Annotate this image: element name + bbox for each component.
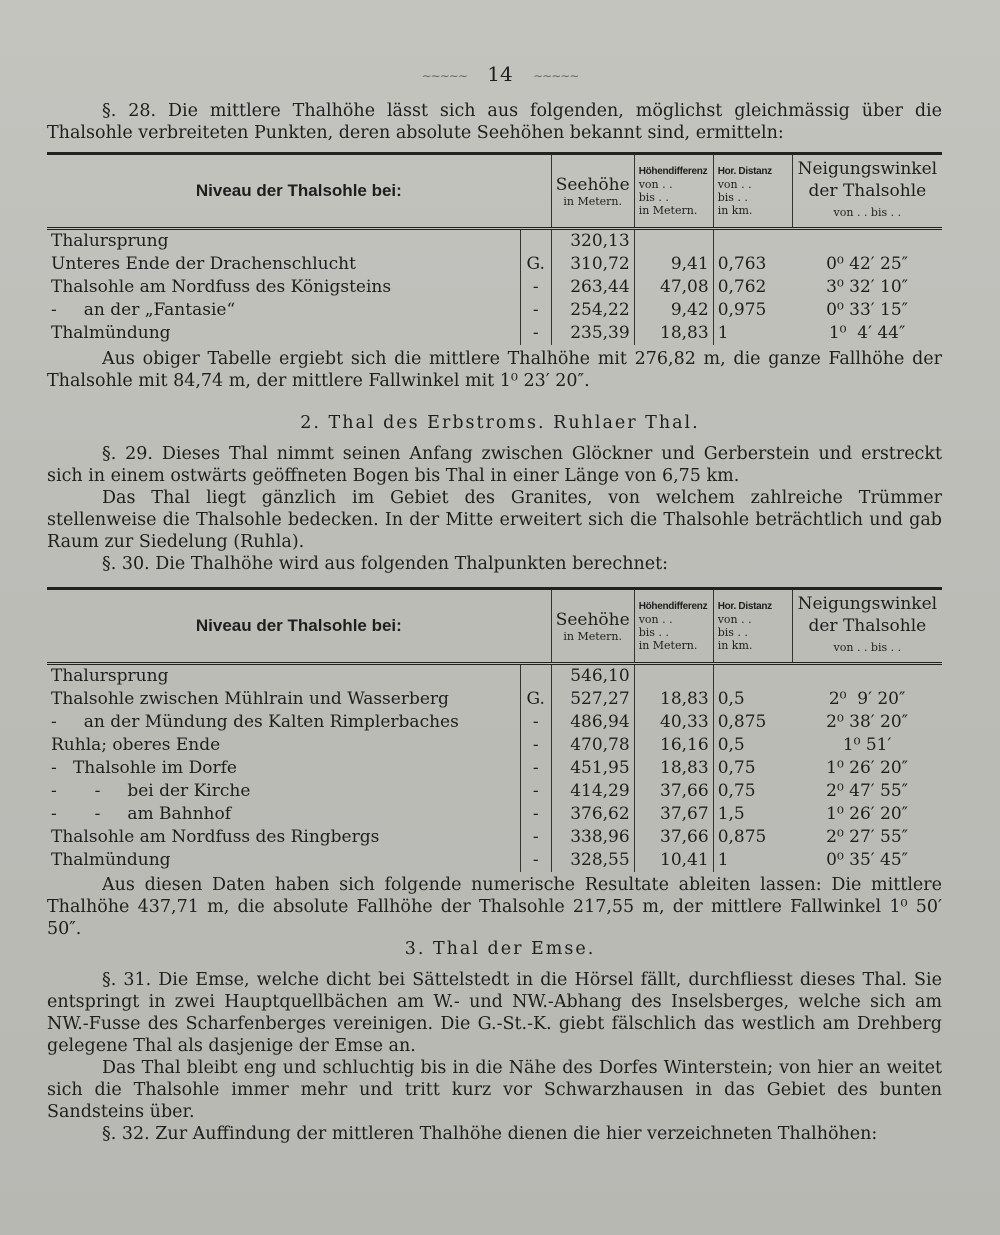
header-neigung (792, 589, 942, 664)
header-hordist-unit: in km. (717, 639, 753, 652)
row-source: - (520, 803, 551, 826)
row-seehoehe: 310,72 (551, 253, 634, 276)
row-dist: 0,762 (713, 276, 792, 299)
row-dist: 0,75 (713, 780, 792, 803)
row-angle: 2⁰ 9′ 20″ (828, 689, 906, 709)
header-neigung-line2: der Thalsohle (808, 616, 927, 636)
header-seehoehe-unit: in Metern. (563, 194, 623, 208)
row-diff: 18,83 (634, 322, 713, 345)
table-row (47, 711, 942, 734)
row-seehoehe: 263,44 (551, 276, 634, 299)
row-diff: 9,41 (634, 253, 713, 276)
header-neigung-line2: der Thalsohle (808, 181, 927, 201)
row-angle: 1⁰ 4′ 44″ (828, 323, 906, 343)
section-heading-3 (0, 939, 1000, 959)
row-name: Thalsohle zwischen Mühlrain und Wasserberg (51, 689, 449, 709)
row-dist: 0,875 (713, 826, 792, 849)
header-hoehendiff-label: Höhendifferenz (638, 166, 708, 177)
row-diff: 37,66 (634, 826, 713, 849)
paragraph-31 (47, 969, 942, 1145)
header-hordist (713, 589, 792, 664)
header-hoehendiff-von: von . . (638, 613, 673, 626)
table-2-header (47, 589, 942, 664)
row-dist: 1,5 (713, 803, 792, 826)
table-1-header (47, 154, 942, 229)
row-angle (792, 229, 942, 254)
table-1 (47, 152, 942, 345)
row-source: - (520, 757, 551, 780)
header-hoehendiff (634, 589, 713, 664)
table-row (47, 803, 942, 826)
row-dist: 0,763 (713, 253, 792, 276)
row-angle: 0⁰ 33′ 15″ (826, 300, 909, 320)
table-2 (47, 587, 942, 872)
row-source: - (520, 711, 551, 734)
summary-2 (47, 874, 942, 940)
header-neigung-sub: von . . bis . . (833, 206, 902, 219)
row-name: Ruhla; oberes Ende (51, 735, 221, 755)
row-source: - (520, 734, 551, 757)
header-hordist-bis: bis . . (717, 191, 748, 204)
row-dist: 0,5 (713, 734, 792, 757)
row-source (520, 229, 551, 254)
row-diff (634, 229, 713, 254)
row-angle: 1⁰ 26′ 20″ (826, 758, 909, 778)
row-dist: 0,5 (713, 688, 792, 711)
row-dist (713, 664, 792, 689)
paragraph-28-text: §. 28. Die mittlere Thalhöhe lässt sich aus folgenden, möglichst gleichmässig über die Thalsohle verbreiteten Punkten, deren absolute Seehöhen bekannt sind, ermitteln: (47, 101, 942, 143)
row-source: - (520, 299, 551, 322)
paragraph-29 (47, 443, 942, 575)
header-neigung-sub: von . . bis . . (833, 641, 902, 654)
row-dist: 0,75 (713, 757, 792, 780)
row-source: - (520, 276, 551, 299)
row-source (520, 664, 551, 689)
row-name: Thalmündung (51, 323, 171, 343)
row-name: - Thalsohle im Dorfe (51, 758, 237, 778)
row-source: - (520, 849, 551, 872)
row-diff: 40,33 (634, 711, 713, 734)
summary-2-text: Aus diesen Daten haben sich folgende numerische Resultate ableiten lassen: Die mittlere Thalhöhe 437,71 m, die absolute Fallhöhe der Thalsohle 217,55 m, der mittlere Fallwinkel 1⁰ 50′ 50″. (47, 875, 942, 939)
row-seehoehe: 546,10 (551, 664, 634, 689)
row-source: - (520, 322, 551, 345)
row-seehoehe: 376,62 (551, 803, 634, 826)
row-angle (792, 664, 942, 689)
row-dist (713, 229, 792, 254)
row-source: G. (520, 688, 551, 711)
header-neigung-line1: Neigungswinkel (797, 594, 938, 614)
row-seehoehe: 328,55 (551, 849, 634, 872)
header-hordist-label: Hor. Distanz (717, 166, 772, 177)
summary-1-text: Aus obiger Tabelle ergiebt sich die mittlere Thalhöhe mit 276,82 m, die ganze Fallhöhe der Thalsohle mit 84,74 m, der mittlere Fallwinkel mit 1⁰ 23′ 20″. (47, 349, 942, 391)
row-name: Thalsohle am Nordfuss des Königsteins (51, 277, 392, 297)
header-hoehendiff-bis: bis . . (638, 626, 669, 639)
row-seehoehe: 338,96 (551, 826, 634, 849)
row-seehoehe: 235,39 (551, 322, 634, 345)
header-hoehendiff-label: Höhendifferenz (638, 601, 708, 612)
row-diff: 18,83 (634, 688, 713, 711)
row-name: - - bei der Kirche (51, 781, 251, 801)
row-angle: 1⁰ 51′ (842, 735, 892, 755)
header-seehoehe-unit: in Metern. (563, 629, 623, 643)
row-diff: 16,16 (634, 734, 713, 757)
table-row (47, 780, 942, 803)
header-hoehendiff-bis: bis . . (638, 191, 669, 204)
table-row (47, 688, 942, 711)
header-seehoehe-label: Seehöhe (555, 174, 630, 195)
table-row (47, 229, 942, 254)
row-seehoehe: 320,13 (551, 229, 634, 254)
header-niveau: Niveau der Thalsohle bei: (195, 181, 402, 200)
row-angle: 2⁰ 27′ 55″ (826, 827, 909, 847)
row-angle: 2⁰ 47′ 55″ (826, 781, 909, 801)
paragraph-32-text: §. 32. Zur Auffindung der mittleren Thalhöhe dienen die hier verzeichneten Thalhöhen: (102, 1124, 878, 1144)
header-neigung-line1: Neigungswinkel (797, 159, 938, 179)
header-hordist-bis: bis . . (717, 626, 748, 639)
row-diff: 18,83 (634, 757, 713, 780)
row-dist: 1 (713, 849, 792, 872)
header-hoehendiff (634, 154, 713, 229)
table-row (47, 276, 942, 299)
row-dist: 0,875 (713, 711, 792, 734)
row-angle: 0⁰ 35′ 45″ (826, 850, 909, 870)
header-hordist (713, 154, 792, 229)
paragraph-29b-text: Das Thal liegt gänzlich im Gebiet des Granites, von welchem zahlreiche Trümmer stellenweise die Thalsohle bedecken. In der Mitte erweitert sich die Thalsohle beträchtlich und gab Raum zur Siedelung (Ruhla). (47, 488, 942, 552)
table-row (47, 734, 942, 757)
header-neigung (792, 154, 942, 229)
row-angle: 2⁰ 38′ 20″ (826, 712, 909, 732)
paragraph-28 (47, 100, 942, 144)
row-diff: 37,67 (634, 803, 713, 826)
row-diff: 37,66 (634, 780, 713, 803)
header-seehoehe-label: Seehöhe (555, 609, 630, 630)
header-hoehendiff-unit: in Metern. (638, 639, 698, 652)
table-row (47, 826, 942, 849)
section-heading-3-text: 3. Thal der Emse. (404, 939, 596, 959)
row-name: Thalmündung (51, 850, 171, 870)
table-row (47, 299, 942, 322)
table-row (47, 322, 942, 345)
row-seehoehe: 451,95 (551, 757, 634, 780)
row-diff: 10,41 (634, 849, 713, 872)
row-name: Unteres Ende der Drachenschlucht (51, 254, 356, 274)
row-diff: 9,42 (634, 299, 713, 322)
header-hordist-unit: in km. (717, 204, 753, 217)
row-name: Thalsohle am Nordfuss des Ringbergs (51, 827, 380, 847)
header-hordist-label: Hor. Distanz (717, 601, 772, 612)
paragraph-31-text: §. 31. Die Emse, welche dicht bei Sättelstedt in die Hörsel fällt, durchfliesst dieses Thal. Sie entspringt in zwei Hauptquellbächen am W.- und NW.-Abhang des Inselsberges, welche sich am NW.-Fusse des Scharfenberges vereinigen. Die G.-St.-K. giebt fälschlich das westlich am Drehberg gelegene Thal als dasjenige der Emse an. (47, 970, 942, 1056)
row-angle: 1⁰ 26′ 20″ (826, 804, 909, 824)
summary-1 (47, 348, 942, 392)
ornament-right: ∼∼∼∼∼ (533, 68, 579, 83)
header-hordist-von: von . . (717, 178, 752, 191)
section-heading-2-text: 2. Thal des Erbstroms. Ruhlaer Thal. (300, 413, 700, 433)
row-source: - (520, 780, 551, 803)
section-heading-2 (0, 413, 1000, 433)
row-seehoehe: 470,78 (551, 734, 634, 757)
paragraph-31b-text: Das Thal bleibt eng und schluchtig bis in die Nähe des Dorfes Winterstein; von hier an weitet sich die Thalsohle immer mehr und tritt kurz vor Schwarzhausen in das Gebiet des bunten Sandsteins über. (47, 1058, 942, 1122)
header-seehoehe (551, 589, 634, 664)
row-source: G. (520, 253, 551, 276)
row-source: - (520, 826, 551, 849)
table-row (47, 757, 942, 780)
page-number (0, 62, 1000, 86)
header-hoehendiff-unit: in Metern. (638, 204, 698, 217)
table-row (47, 253, 942, 276)
paragraph-29a-text: §. 29. Dieses Thal nimmt seinen Anfang zwischen Glöckner und Gerberstein und erstreckt sich in einem ostwärts geöffneten Bogen bis Thal in einer Länge von 6,75 km. (47, 444, 942, 486)
row-seehoehe: 254,22 (551, 299, 634, 322)
row-dist: 0,975 (713, 299, 792, 322)
row-seehoehe: 414,29 (551, 780, 634, 803)
ornament-left: ∼∼∼∼∼ (421, 68, 467, 83)
table-row (47, 849, 942, 872)
row-diff (634, 664, 713, 689)
row-seehoehe: 527,27 (551, 688, 634, 711)
row-name: Thalursprung (51, 666, 169, 686)
row-name: - an der Mündung des Kalten Rimplerbaches (51, 712, 459, 732)
paragraph-30-text: §. 30. Die Thalhöhe wird aus folgenden Thalpunkten berechnet: (102, 554, 669, 574)
table-row (47, 664, 942, 689)
header-niveau: Niveau der Thalsohle bei: (195, 616, 402, 635)
row-angle: 0⁰ 42′ 25″ (826, 254, 909, 274)
row-name: Thalursprung (51, 231, 169, 251)
row-name: - an der „Fantasie“ (51, 300, 236, 320)
row-angle: 3⁰ 32′ 10″ (826, 277, 909, 297)
row-dist: 1 (713, 322, 792, 345)
row-name: - - am Bahnhof (51, 804, 231, 824)
header-hoehendiff-von: von . . (638, 178, 673, 191)
row-diff: 47,08 (634, 276, 713, 299)
header-hordist-von: von . . (717, 613, 752, 626)
page-number-text: 14 (487, 62, 513, 86)
row-seehoehe: 486,94 (551, 711, 634, 734)
header-seehoehe (551, 154, 634, 229)
